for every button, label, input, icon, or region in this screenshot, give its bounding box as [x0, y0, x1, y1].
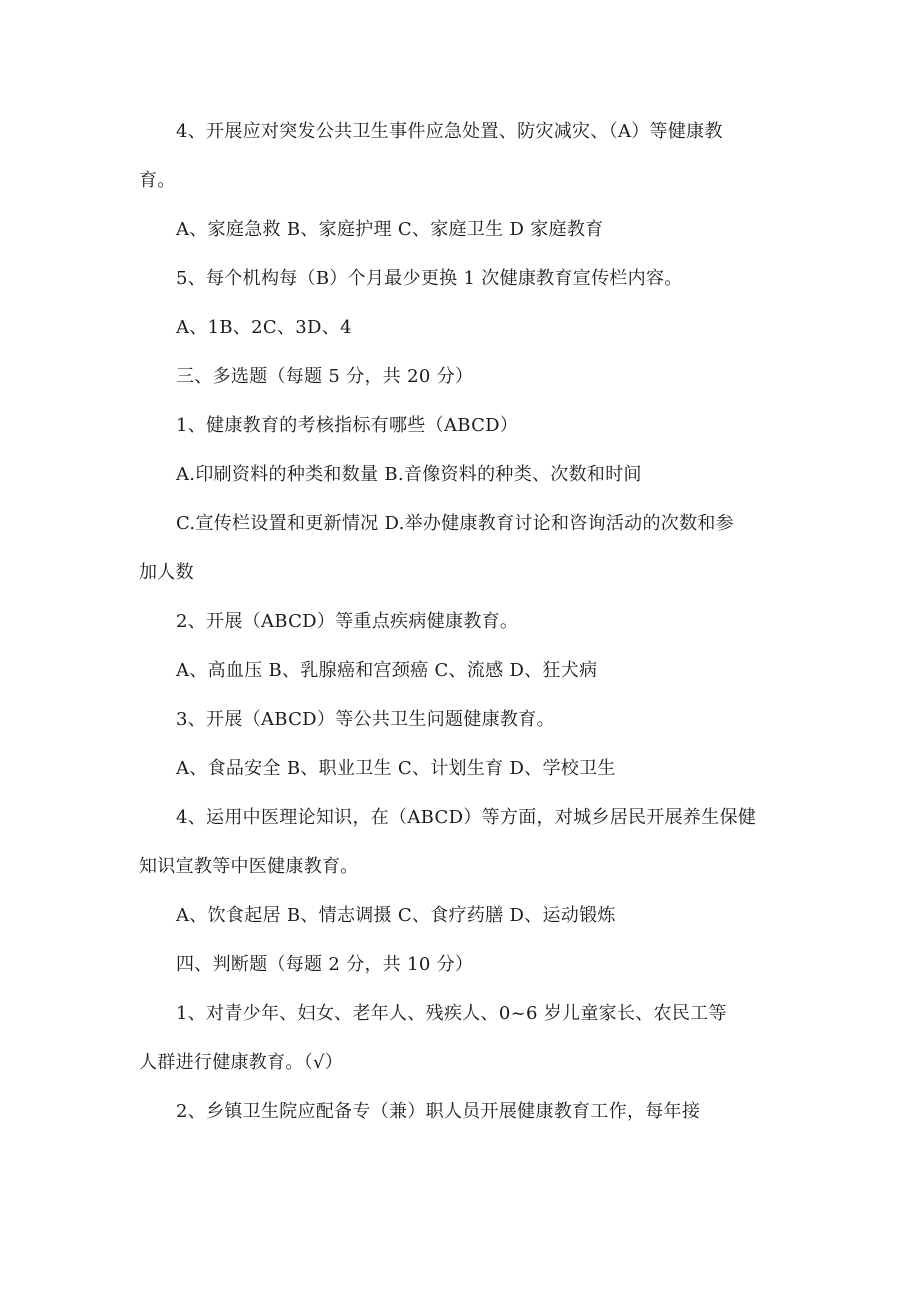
mc-question-1-text: 1、健康教育的考核指标有哪些（ABCD）	[176, 415, 519, 436]
tf-question-1-text: 1、对青少年、妇女、老年人、残疾人、0~6 岁儿童家长、农民工等	[176, 1003, 727, 1024]
mc-question-1-options-cd-cont: 加人数	[139, 562, 194, 583]
question-5-text: 5、每个机构每（B）个月最少更换 1 次健康教育宣传栏内容。	[176, 268, 683, 289]
mc-question-4-options: A、饮食起居 B、情志调摄 C、食疗药膳 D、运动锻炼	[176, 905, 616, 926]
tf-question-2-text: 2、乡镇卫生院应配备专（兼）职人员开展健康教育工作，每年接	[176, 1101, 701, 1122]
question-5-options: A、1B、2C、3D、4	[176, 317, 352, 338]
mc-question-3-text: 3、开展（ABCD）等公共卫生问题健康教育。	[176, 709, 555, 730]
mc-question-2-options: A、高血压 B、乳腺癌和宫颈癌 C、流感 D、狂犬病	[176, 660, 598, 681]
question-4-text-cont: 育。	[139, 170, 176, 191]
mc-question-4-text-cont: 知识宣教等中医健康教育。	[139, 856, 359, 877]
tf-question-1-text-cont: 人群进行健康教育。（√）	[139, 1052, 344, 1073]
mc-question-1-options-cd: C.宣传栏设置和更新情况 D.举办健康教育讨论和咨询活动的次数和参	[176, 513, 734, 534]
question-4-options: A、家庭急救 B、家庭护理 C、家庭卫生 D 家庭教育	[176, 219, 604, 240]
mc-question-3-options: A、食品安全 B、职业卫生 C、计划生育 D、学校卫生	[176, 758, 616, 779]
document-body	[139, 120, 789, 1149]
section-3-heading: 三、多选题（每题 5 分，共 20 分）	[176, 366, 474, 387]
mc-question-4-text: 4、运用中医理论知识，在（ABCD）等方面，对城乡居民开展养生保健	[176, 807, 757, 828]
section-4-heading: 四、判断题（每题 2 分，共 10 分）	[176, 954, 474, 975]
mc-question-2-text: 2、开展（ABCD）等重点疾病健康教育。	[176, 611, 519, 632]
mc-question-1-options-ab: A.印刷资料的种类和数量 B.音像资料的种类、次数和时间	[176, 464, 642, 485]
question-4-text: 4、开展应对突发公共卫生事件应急处置、防灾减灾、（A）等健康教	[176, 121, 723, 142]
